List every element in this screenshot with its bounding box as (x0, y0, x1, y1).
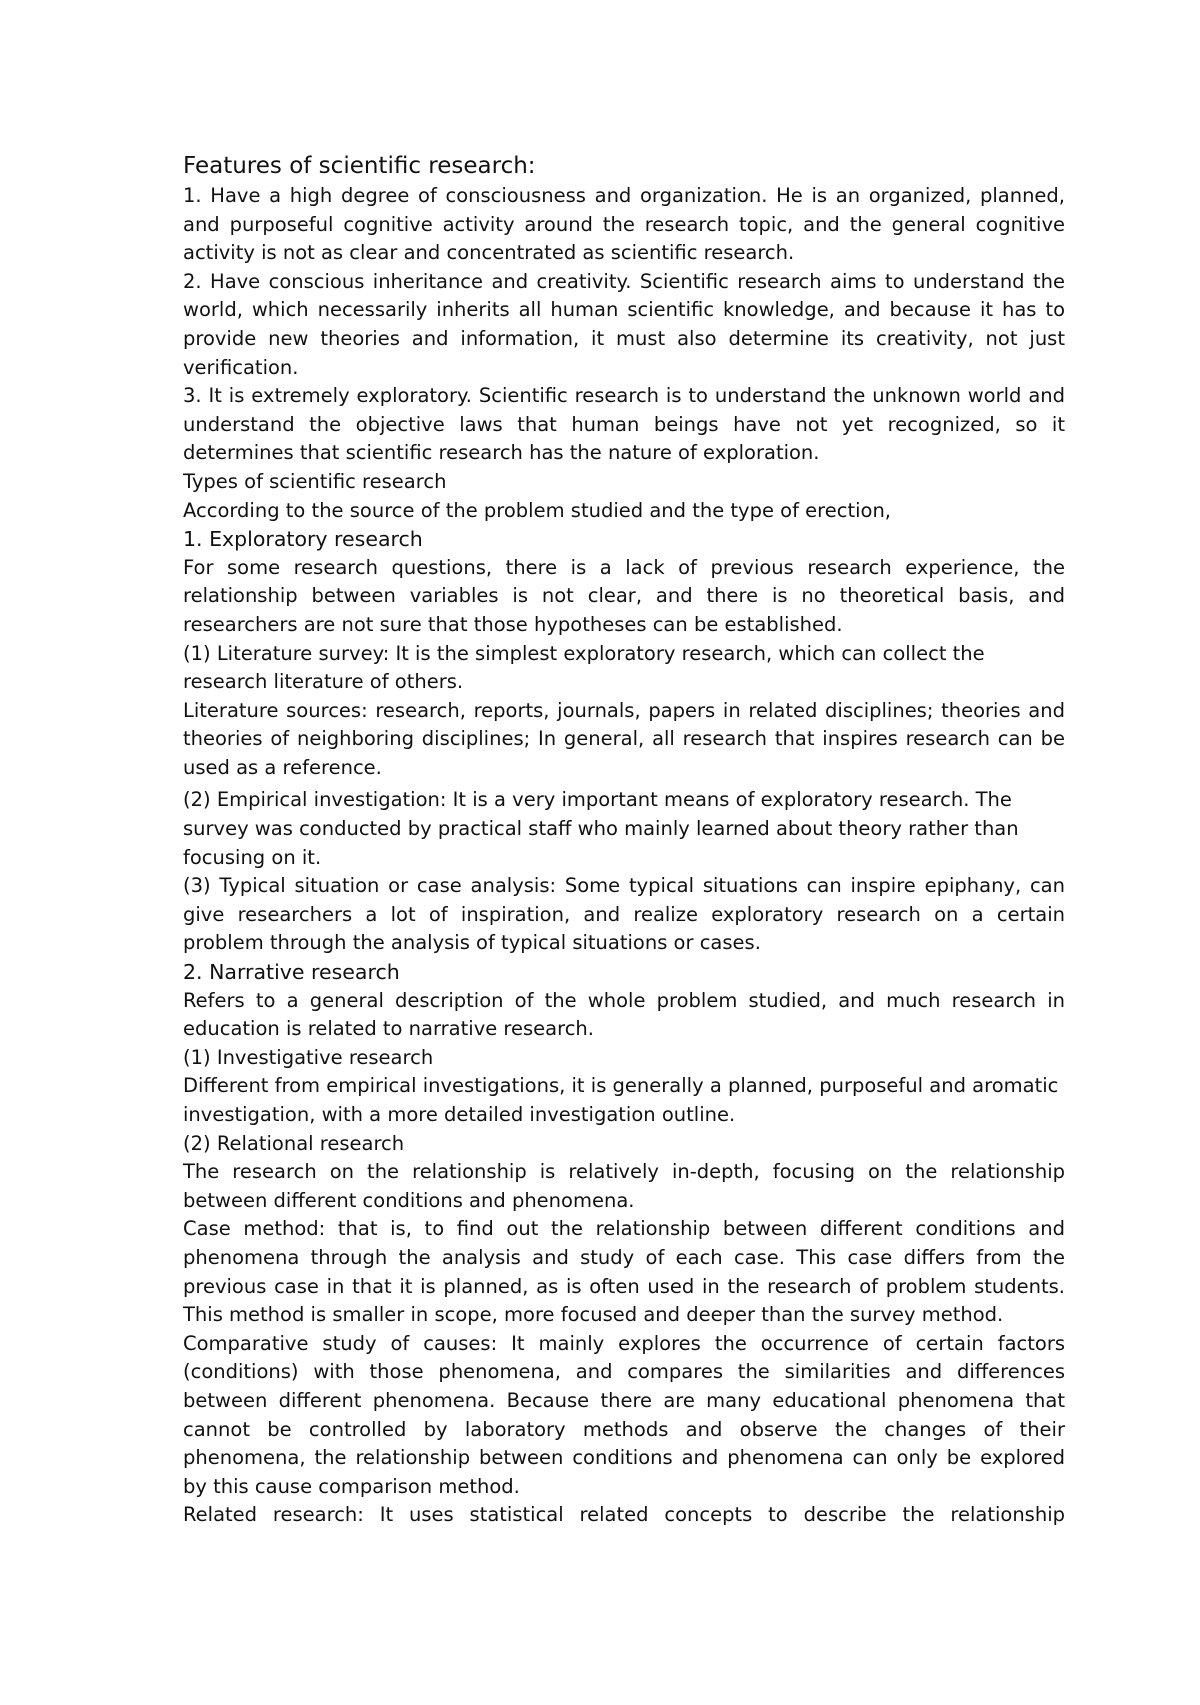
paragraph: Types of scientific research (183, 469, 447, 493)
page-title: Features of scientific research: (183, 153, 536, 179)
paragraph: The research on the relationship is relatively in-depth, focusing on the relationship between different conditions and phenomena. (183, 1160, 1065, 1212)
paragraph: 3. It is extremely exploratory. Scientific research is to understand the unknown world and understand the objective laws that human beings have not yet recognized, so it determines that scientific research has the nature of exploration. (183, 384, 1065, 465)
paragraph: Refers to a general description of the whole problem studied, and much research in education is related to narrative research. (183, 988, 1065, 1041)
paragraph: Literature sources: research, reports, journals, papers in related disciplines; theories and theories of neighboring disciplines; In general, all research that inspires research can be used as a reference. (183, 698, 1065, 779)
paragraph: For some research questions, there is a lack of previous research experience, the relationship between variables is not clear, and there is no theoretical basis, and researchers are not sure that those hypotheses can be established. (183, 555, 1065, 636)
document-body (183, 150, 1065, 1530)
paragraph: 2. Have conscious inheritance and creativity. Scientific research aims to understand the world, which necessarily inherits all human scientific knowledge, and because it has to provide new theories and information, it must also determine its creativity, not just verification. (183, 269, 1065, 379)
paragraph: According to the source of the problem studied and the type of erection, (183, 498, 892, 522)
section-heading: 2. Narrative research (183, 960, 400, 985)
paragraph: 1. Have a high degree of consciousness and organization. He is an organized, planned, and purposeful cognitive activity around the research topic, and the general cognitive activity is not as clear and concentrated as scientific research. (183, 184, 1065, 265)
paragraph: Case method: that is, to find out the relationship between different conditions and phenomena through the analysis and study of each case. This case differs from the previous case in that it is planned, as is often used in the research of problem students. This method is smaller in scope, more focused and deeper than the survey method. (183, 1217, 1065, 1327)
paragraph: (1) Investigative research (183, 1045, 434, 1069)
paragraph: Comparative study of causes: It mainly explores the occurrence of certain factors (conditions) with those phenomena, and compares the similarities and differences between different phenomena. Because there are many educational phenomena that cannot be controlled by laboratory methods and observe the changes of their phenomena, the relationship between conditions and phenomena can only be explored by this cause comparison method. (183, 1331, 1065, 1498)
paragraph: Different from empirical investigations, it is generally a planned, purposeful and aromatic investigation, with a more detailed investigation outline. (183, 1074, 1059, 1126)
paragraph: (2) Empirical investigation: It is a very important means of exploratory research. The survey was conducted by practical staff who mainly learned about theory rather than focusing on it. (183, 788, 1019, 869)
paragraph: (2) Relational research (183, 1131, 405, 1155)
paragraph-list (183, 182, 1065, 1530)
paragraph: (3) Typical situation or case analysis: Some typical situations can inspire epiphany, can give researchers a lot of inspiration, and realize exploratory research on a certain problem through the analysis of typical situations or cases. (183, 874, 1065, 955)
paragraph: (1) Literature survey: It is the simplest exploratory research, which can collect the research literature of others. (183, 641, 985, 694)
paragraph: Related research: It uses statistical related concepts to describe the relationship (183, 1503, 1065, 1527)
section-heading: 1. Exploratory research (183, 527, 423, 552)
